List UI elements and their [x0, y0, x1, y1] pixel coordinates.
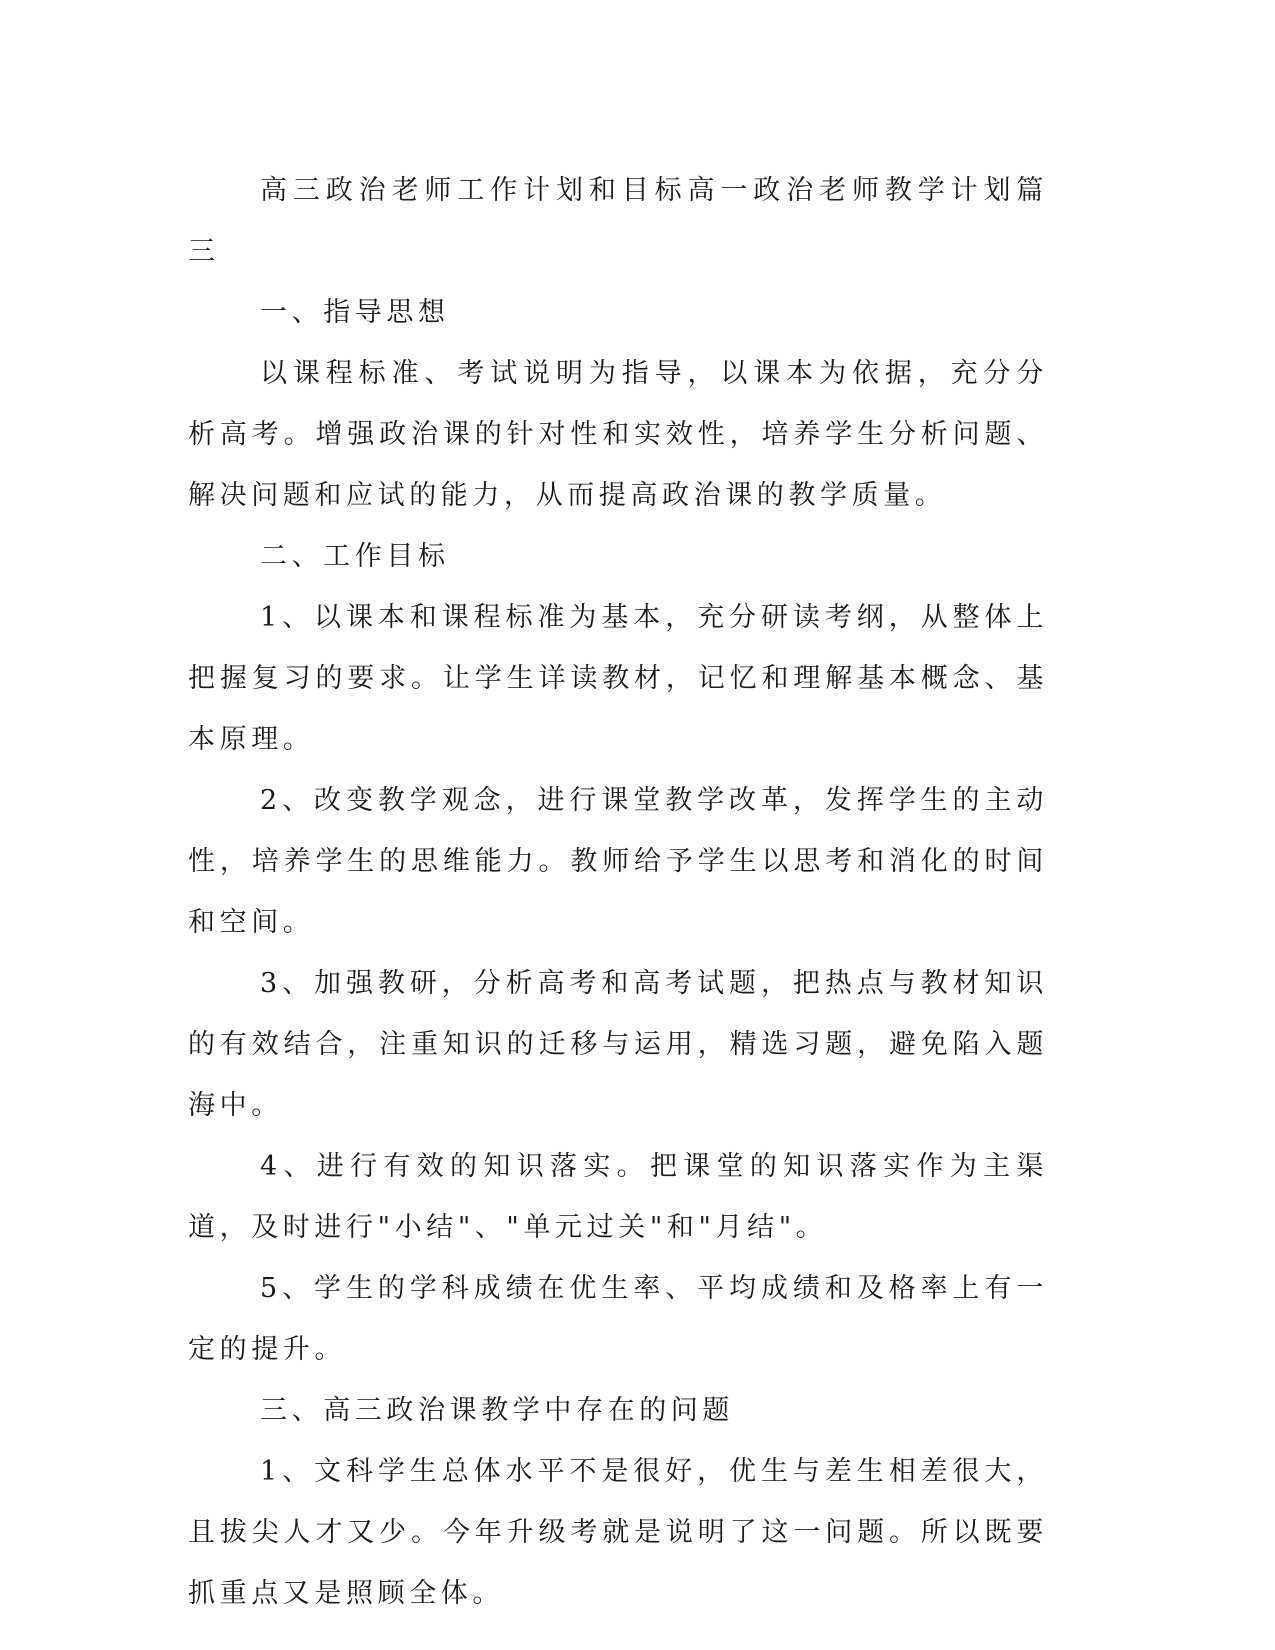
- goal-item-4: 4、进行有效的知识落实。把课堂的知识落实作为主渠道，及时进行"小结"、"单元过关"和"月结"。: [188, 1151, 1048, 1243]
- section-heading-problems: 三、高三政治课教学中存在的问题: [260, 1395, 734, 1426]
- document-title: 高三政治老师工作计划和目标高一政治老师教学计划篇三: [188, 175, 1048, 267]
- goal-item-5: 5、学生的学科成绩在优生率、平均成绩和及格率上有一定的提升。: [188, 1273, 1048, 1365]
- section-heading-work-goals: 二、工作目标: [260, 541, 450, 572]
- goal-item-2: 2、改变教学观念，进行课堂教学改革，发挥学生的主动性，培养学生的思维能力。教师给予学生以思考和消化的时间和空间。: [188, 785, 1048, 938]
- goal-item-3: 3、加强教研，分析高考和高考试题，把热点与教材知识的有效结合，注重知识的迁移与运用，精选习题，避免陷入题海中。: [188, 968, 1048, 1121]
- section-heading-guiding-ideology: 一、指导思想: [260, 297, 450, 328]
- document-body: [188, 160, 1048, 1624]
- goal-item-1: 1、以课本和课程标准为基本，充分研读考纲，从整体上把握复习的要求。让学生详读教材，记忆和理解基本概念、基本原理。: [188, 602, 1048, 755]
- problem-item-1: 1、文科学生总体水平不是很好，优生与差生相差很大，且拔尖人才又少。今年升级考就是说明了这一问题。所以既要抓重点又是照顾全体。: [188, 1456, 1048, 1609]
- body-paragraph: 以课程标准、考试说明为指导，以课本为依据，充分分析高考。增强政治课的针对性和实效性，培养学生分析问题、解决问题和应试的能力，从而提高政治课的教学质量。: [188, 358, 1048, 511]
